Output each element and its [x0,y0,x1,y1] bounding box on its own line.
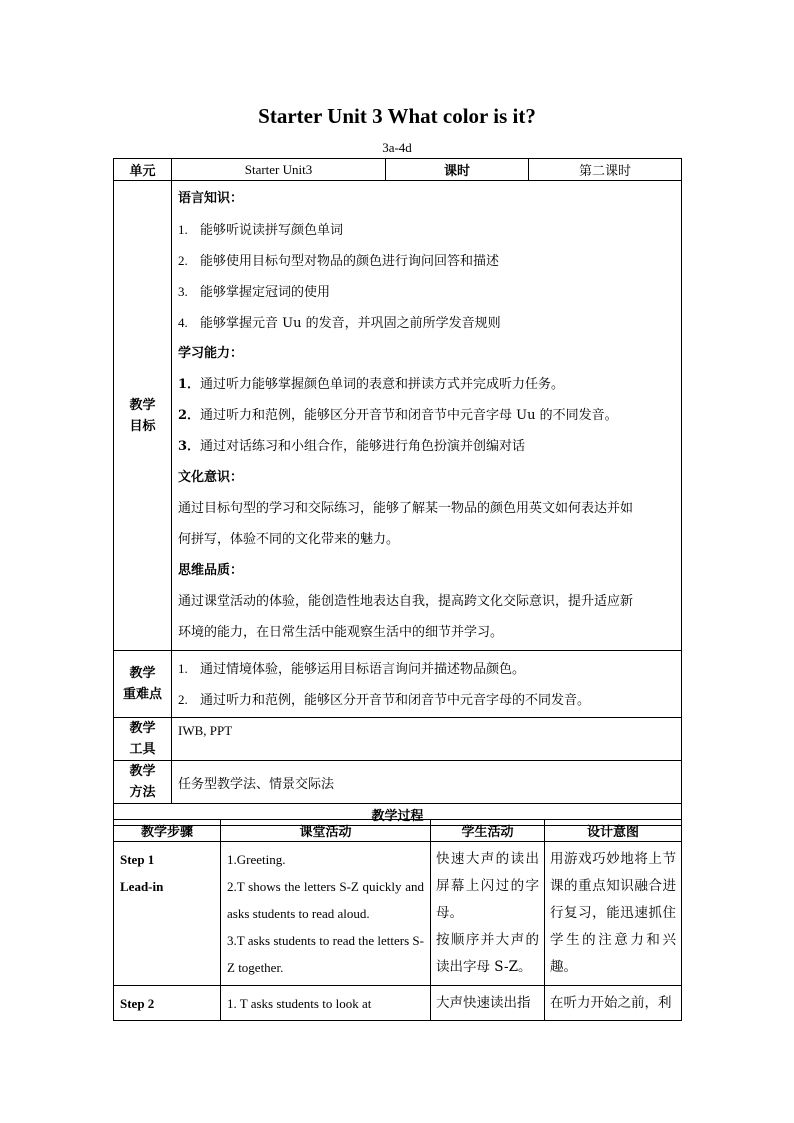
process-column-headers [114,820,682,842]
methods-row [114,761,682,804]
column-header: 课堂活动 [221,820,431,842]
unit-value: Starter Unit3 [172,159,386,181]
step-cell: Step 1 Lead-in [114,842,221,986]
design-intent-cell: 用游戏巧妙地将上节课的重点知识融合进行复习，能迅速抓住学生的注意力和兴趣。 [545,842,682,986]
tools-row [114,718,682,761]
step-cell: Step 2 [114,986,221,1021]
list-item: 3. 能够掌握定冠词的使用 [178,284,331,300]
culture-text-line: 何拼写，体验不同的文化带来的魅力。 [178,532,400,547]
list-item: 4. 能够掌握元音 Uu 的发音，并巩固之前所学发音规则 [178,315,501,331]
design-intent-cell: 在听力开始之前，利 [545,986,682,1021]
list-item: 2．通过听力和范例，能够区分开音节和闭音节中元音字母 Uu 的不同发音。 [178,408,618,423]
column-header: 设计意图 [545,820,682,842]
learning-ability-heading: 学习能力： [178,346,244,361]
methods-value: 任务型教学法、情景交际法 [172,761,682,804]
column-header: 学生活动 [431,820,545,842]
list-item: 1．通过听力能够掌握颜色单词的表意和拼读方式并完成听力任务。 [178,377,565,392]
thinking-text-line: 环境的能力，在日常生活中能观察生活中的细节并学习。 [178,625,504,640]
objectives-label: 教学 目标 [114,181,172,651]
culture-heading: 文化意识： [178,470,244,485]
period-label: 课时 [386,159,529,181]
list-item: 3．通过对话练习和小组合作，能够进行角色扮演并创编对话 [178,439,526,454]
thinking-text-line: 通过课堂活动的体验，能创造性地表达自我，提高跨文化交际意识，提升适应新 [178,594,634,609]
methods-label: 教学 方法 [114,761,172,804]
culture-text-line: 通过目标句型的学习和交际练习，能够了解某一物品的颜色用英文如何表达并如 [178,501,634,516]
list-item: 2. 能够使用目标句型对物品的颜色进行询问回答和描述 [178,253,500,269]
table-row [114,842,682,986]
key-points-label: 教学 重难点 [114,651,172,718]
column-header: 教学步骤 [114,820,221,842]
thinking-heading: 思维品质： [178,563,244,578]
list-item: 1. 能够听说读拼写颜色单词 [178,222,344,238]
objectives-row [114,181,682,651]
page-subtitle: 3a-4d [382,140,412,155]
process-heading: 教学过程 [114,804,682,826]
key-points-row [114,651,682,718]
activity-cell: 1.Greeting. 2.T shows the letters S-Z quickly and asks students to read aloud. 3.T asks students to read the letters S-Z together. [221,842,431,986]
list-item: 1. 通过情境体验，能够运用目标语言询问并描述物品颜色。 [178,661,526,677]
objectives-content [172,181,682,651]
unit-label: 单元 [114,159,172,181]
period-value: 第二课时 [529,159,682,181]
student-activity-cell: 快速大声的读出屏幕上闪过的字母。 按顺序并大声的读出字母 S-Z。 [431,842,545,986]
tools-value: IWB, PPT [172,718,682,761]
process-table [113,819,682,1021]
language-knowledge-heading: 语言知识： [178,191,244,206]
key-points-content [172,651,682,718]
page-title: Starter Unit 3 What color is it? [258,104,536,128]
unit-row [114,159,682,181]
activity-cell: 1. T asks students to look at [221,986,431,1021]
list-item: 2. 通过听力和范例，能够区分开音节和闭音节中元音字母的不同发音。 [178,692,591,708]
student-activity-cell: 大声快速读出指 [431,986,545,1021]
lesson-plan-table [113,158,682,826]
tools-label: 教学 工具 [114,718,172,761]
table-row [114,986,682,1021]
